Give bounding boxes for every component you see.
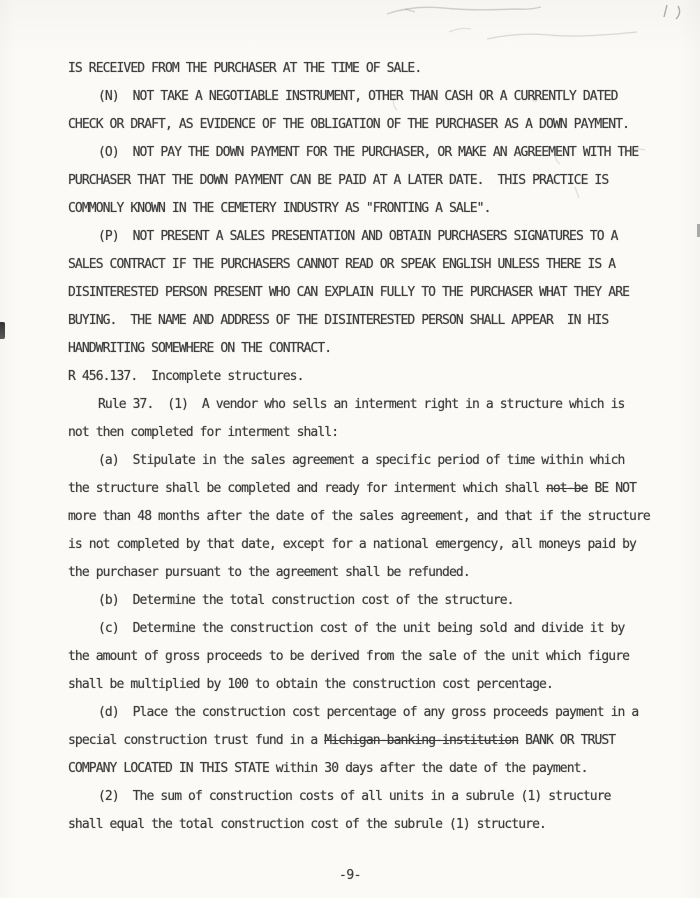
struck-text: Michigan-banking-institution [324, 733, 519, 748]
text-line [68, 307, 668, 335]
text-segment: COMPANY LOCATED IN THIS STATE within 30 days after the date of the payment. [68, 761, 588, 776]
text-segment: (N) NOT TAKE A NEGOTIABLE INSTRUMENT, OTHER THAN CASH OR A CURRENTLY DATED [98, 89, 618, 104]
text-line [68, 727, 668, 755]
text-segment: R 456.137. Incomplete structures. [68, 369, 304, 384]
text-line [68, 335, 668, 363]
text-line [68, 363, 668, 391]
text-segment: (a) Stipulate in the sales agreement a specific period of time within which [98, 453, 625, 468]
text-segment: the amount of gross proceeds to be derived from the sale of the unit which figure [68, 649, 630, 664]
text-line [68, 195, 668, 223]
text-line [68, 811, 668, 839]
text-segment: (b) Determine the total construction cost of the structure. [98, 593, 514, 608]
text-segment: shall equal the total construction cost of the subrule (1) structure. [68, 817, 546, 832]
text-segment: DISINTERESTED PERSON PRESENT WHO CAN EXPLAIN FULLY TO THE PURCHASER WHAT THEY ARE [68, 285, 630, 300]
text-line [68, 223, 668, 251]
text-line [68, 671, 668, 699]
text-line [68, 559, 668, 587]
text-line [68, 447, 668, 475]
text-segment: BE NOT [587, 481, 637, 496]
text-segment: (O) NOT PAY THE DOWN PAYMENT FOR THE PURCHASER, OR MAKE AN AGREEMENT WITH THE [98, 145, 639, 160]
text-segment: special construction trust fund in a [68, 733, 325, 748]
text-line [68, 503, 668, 531]
text-segment: is not completed by that date, except for a national emergency, all moneys paid by [68, 537, 636, 552]
text-line [68, 587, 668, 615]
text-segment: CHECK OR DRAFT, AS EVIDENCE OF THE OBLIGATION OF THE PURCHASER AS A DOWN PAYMENT. [68, 117, 630, 132]
text-line [68, 139, 668, 167]
text-segment: IS RECEIVED FROM THE PURCHASER AT THE TIME OF SALE. [68, 61, 422, 76]
text-line [68, 643, 668, 671]
text-segment: (d) Place the construction cost percentage of any gross proceeds payment in a [98, 705, 639, 720]
text-segment: PURCHASER THAT THE DOWN PAYMENT CAN BE PAID AT A LATER DATE. THIS PRACTICE IS [68, 173, 609, 188]
text-line [68, 83, 668, 111]
text-line [68, 531, 668, 559]
text-segment: BUYING. THE NAME AND ADDRESS OF THE DISINTERESTED PERSON SHALL APPEAR IN HIS [68, 313, 609, 328]
text-line [68, 111, 668, 139]
text-line [68, 167, 668, 195]
text-line [68, 699, 668, 727]
text-line [68, 615, 668, 643]
text-line [68, 475, 668, 503]
text-segment: COMMONLY KNOWN IN THE CEMETERY INDUSTRY AS "FRONTING A SALE". [68, 201, 491, 216]
text-segment: Rule 37. (1) A vendor who sells an interment right in a structure which is [98, 397, 625, 412]
text-line [68, 419, 668, 447]
text-segment: shall be multiplied by 100 to obtain the construction cost percentage. [68, 677, 553, 692]
text-line [68, 251, 668, 279]
text-segment: not then completed for interment shall: [68, 425, 339, 440]
text-line [68, 783, 668, 811]
text-line [68, 391, 668, 419]
text-segment: BANK OR TRUST [518, 733, 616, 748]
ink-blob-artifact [0, 322, 5, 339]
page-number: -9- [339, 868, 361, 883]
text-line [68, 755, 668, 783]
text-segment: (2) The sum of construction costs of all units in a subrule (1) structure [98, 789, 611, 804]
text-segment: SALES CONTRACT IF THE PURCHASERS CANNOT READ OR SPEAK ENGLISH UNLESS THERE IS A [68, 257, 616, 272]
text-segment: (P) NOT PRESENT A SALES PRESENTATION AND OBTAIN PURCHASERS SIGNATURES TO A [98, 229, 618, 244]
text-segment: the purchaser pursuant to the agreement shall be refunded. [68, 565, 470, 580]
text-line [68, 279, 668, 307]
text-segment: the structure shall be completed and ready for interment which shall [68, 481, 546, 496]
text-line [68, 55, 668, 83]
document-lines [68, 55, 668, 839]
text-segment: more than 48 months after the date of the sales agreement, and that if the structure [68, 509, 650, 524]
text-segment: HANDWRITING SOMEWHERE ON THE CONTRACT. [68, 341, 332, 356]
text-segment: (c) Determine the construction cost of the unit being sold and divide it by [98, 621, 625, 636]
struck-text: not-be [545, 481, 588, 496]
